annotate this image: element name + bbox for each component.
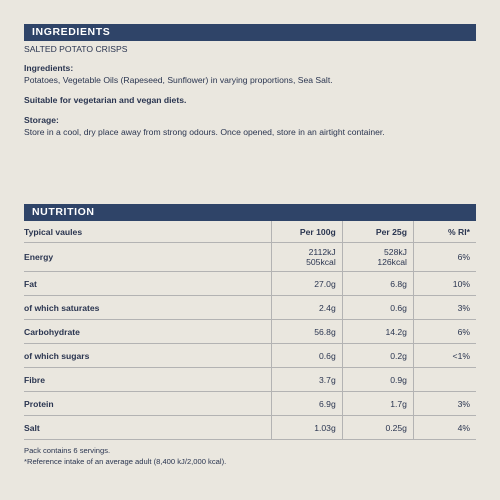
storage-text: Store in a cool, dry place away from strong odours. Once opened, store in an airtight container. bbox=[24, 127, 385, 137]
servings-note: Pack contains 6 servings. bbox=[24, 446, 111, 455]
storage-label: Storage: bbox=[24, 115, 59, 125]
per25-value: 14.2g bbox=[342, 320, 413, 344]
per25-value: 6.8g bbox=[342, 272, 413, 296]
table-row bbox=[24, 344, 476, 368]
per25-value: 1.7g bbox=[342, 392, 413, 416]
ri-value: 6% bbox=[413, 320, 476, 344]
ingredients-header: INGREDIENTS bbox=[24, 24, 476, 41]
per25-value: 0.2g bbox=[342, 344, 413, 368]
per100-value: 6.9g bbox=[271, 392, 342, 416]
table-row bbox=[24, 392, 476, 416]
per100-value: 1.03g bbox=[271, 416, 342, 440]
column-header-ri: % RI* bbox=[413, 221, 476, 243]
energy-per100-kj: 2112kJ bbox=[308, 247, 336, 257]
per100-value: 2.4g bbox=[271, 296, 342, 320]
per25-value: 0.6g bbox=[342, 296, 413, 320]
column-header-per100: Per 100g bbox=[271, 221, 342, 243]
table-row bbox=[24, 416, 476, 440]
energy-per100 bbox=[271, 243, 342, 272]
ri-value: 3% bbox=[413, 392, 476, 416]
table-row bbox=[24, 272, 476, 296]
nutrient-label: of which sugars bbox=[24, 344, 271, 368]
nutrient-label: Salt bbox=[24, 416, 271, 440]
per100-value: 27.0g bbox=[271, 272, 342, 296]
per100-value: 56.8g bbox=[271, 320, 342, 344]
energy-per100-kcal: 505kcal bbox=[306, 257, 336, 267]
per100-value: 0.6g bbox=[271, 344, 342, 368]
table-row bbox=[24, 320, 476, 344]
per25-value: 0.25g bbox=[342, 416, 413, 440]
ri-value: 3% bbox=[413, 296, 476, 320]
energy-per25-kcal: 126kcal bbox=[377, 257, 407, 267]
table-row-energy bbox=[24, 243, 476, 272]
nutrient-label: Fibre bbox=[24, 368, 271, 392]
energy-ri: 6% bbox=[413, 243, 476, 272]
reference-intake-note: *Reference intake of an average adult (8,400 kJ/2,000 kcal). bbox=[24, 457, 227, 466]
ri-value bbox=[413, 368, 476, 392]
energy-label: Energy bbox=[24, 243, 271, 272]
nutrient-label: Carbohydrate bbox=[24, 320, 271, 344]
ri-value: <1% bbox=[413, 344, 476, 368]
energy-per25-kj: 528kJ bbox=[384, 247, 407, 257]
diet-note: Suitable for vegetarian and vegan diets. bbox=[24, 95, 187, 105]
column-header-typical: Typical vaules bbox=[24, 221, 271, 243]
nutrition-footnotes bbox=[24, 445, 226, 467]
product-name: SALTED POTATO CRISPS bbox=[24, 44, 128, 54]
table-row bbox=[24, 296, 476, 320]
nutrient-label: Fat bbox=[24, 272, 271, 296]
nutrient-label: Protein bbox=[24, 392, 271, 416]
ingredients-body bbox=[24, 43, 476, 138]
ri-value: 10% bbox=[413, 272, 476, 296]
energy-per25 bbox=[342, 243, 413, 272]
column-header-per25: Per 25g bbox=[342, 221, 413, 243]
per25-value: 0.9g bbox=[342, 368, 413, 392]
ri-value: 4% bbox=[413, 416, 476, 440]
table-row bbox=[24, 368, 476, 392]
nutrition-header: NUTRITION bbox=[24, 204, 476, 221]
nutrition-table bbox=[24, 221, 476, 440]
nutrient-label: of which saturates bbox=[24, 296, 271, 320]
table-header-row bbox=[24, 221, 476, 243]
ingredients-label: Ingredients: bbox=[24, 63, 74, 73]
per100-value: 3.7g bbox=[271, 368, 342, 392]
ingredients-text: Potatoes, Vegetable Oils (Rapeseed, Sunflower) in varying proportions, Sea Salt. bbox=[24, 75, 333, 85]
